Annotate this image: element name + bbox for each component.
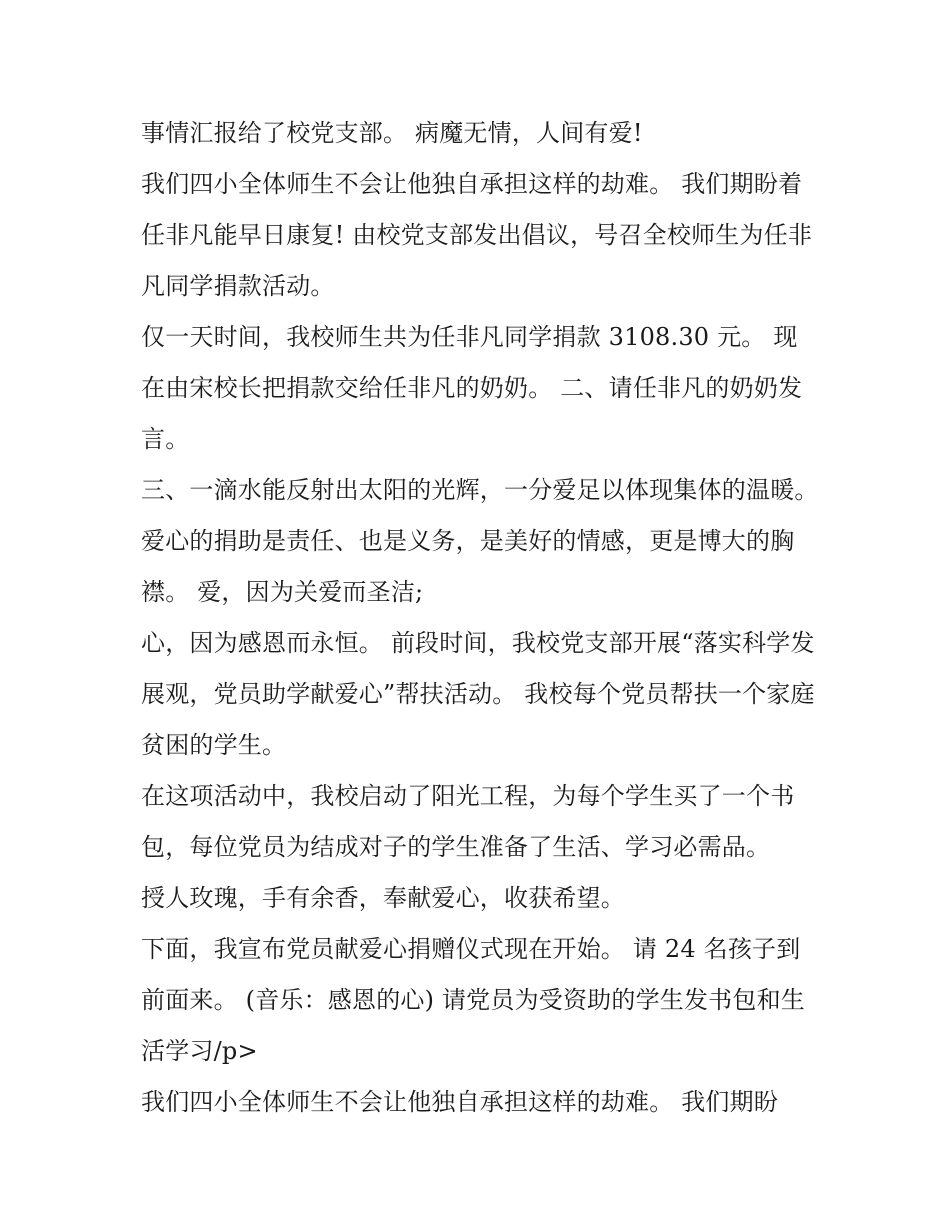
document-body: [141, 108, 821, 1128]
paragraph-5: 心，因为感恩而永恒。 前段时间，我校党支部开展“落实科学发展观，党员助学献爱心”帮扶活动。 我校每个党员帮扶一个家庭贫困的学生。: [141, 629, 815, 759]
paragraph-1: 事情汇报给了校党支部。 病魔无情，人间有爱!: [141, 119, 643, 147]
paragraph-4: 三、一滴水能反射出太阳的光辉，一分爱足以体现集体的温暖。 爱心的捐助是责任、也是义务，是美好的情感，更是博大的胸襟。 爱，因为关爱而圣洁;: [141, 476, 819, 606]
paragraph-6: 在这项活动中，我校启动了阳光工程，为每个学生买了一个书包，每位党员为结成对子的学生准备了生活、学习必需品。: [141, 782, 795, 861]
paragraph-3: 仅一天时间，我校师生共为任非凡同学捐款 3108.30 元。 现在由宋校长把捐款交给任非凡的奶奶。 二、请任非凡的奶奶发言。: [141, 323, 803, 453]
paragraph-7: 授人玫瑰，手有余香，奉献爱心，收获希望。: [141, 884, 625, 912]
paragraph-9: 我们四小全体师生不会让他独自承担这样的劫难。 我们期盼: [141, 1088, 779, 1116]
paragraph-8: 下面，我宣布党员献爱心捐赠仪式现在开始。 请 24 名孩子到前面来。 (音乐：感恩的心) 请党员为受资助的学生发书包和生活学习/p>: [141, 935, 805, 1065]
paragraph-2: 我们四小全体师生不会让他独自承担这样的劫难。 我们期盼着任非凡能早日康复! 由校党支部发出倡议，号召全校师生为任非凡同学捐款活动。: [141, 170, 813, 300]
